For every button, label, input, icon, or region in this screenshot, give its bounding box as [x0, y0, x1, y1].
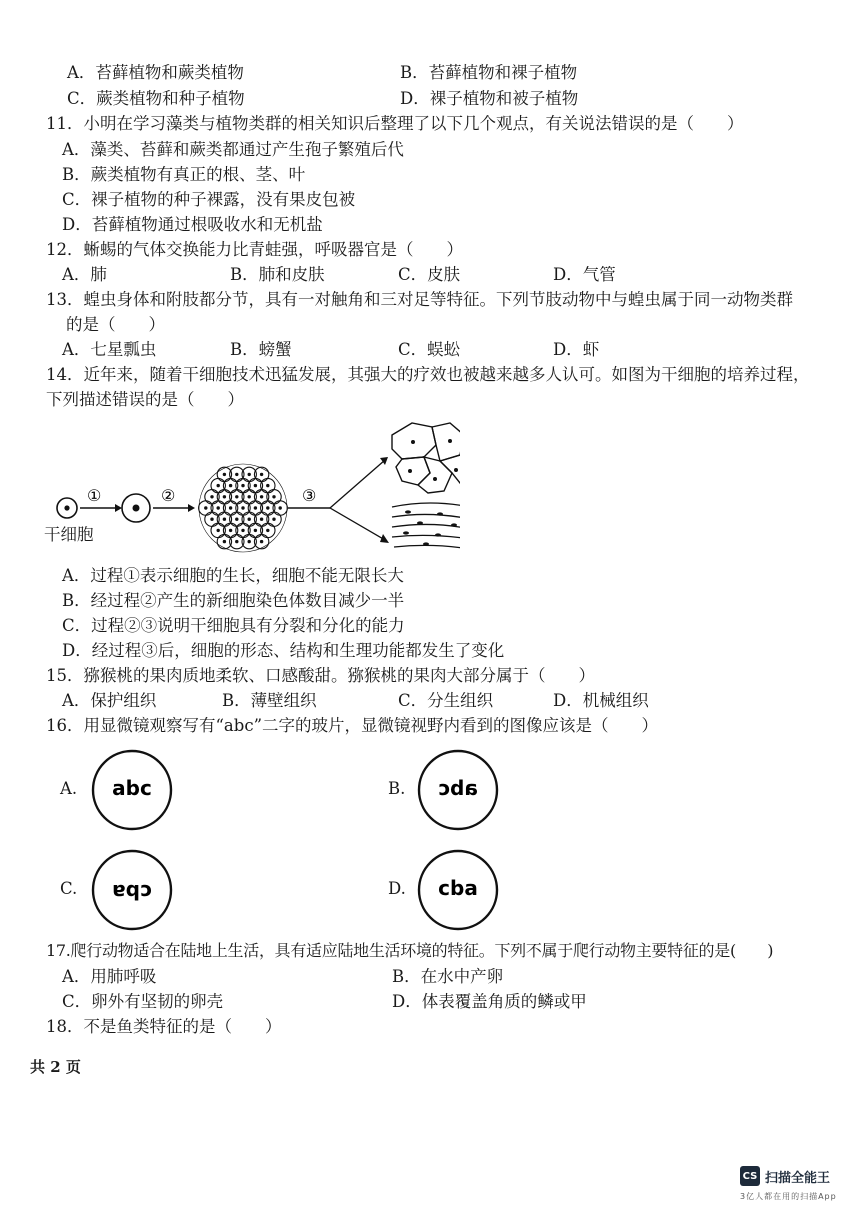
- stem-cell-label: 干细胞: [44, 525, 94, 544]
- stem-cell-diagram: [40, 415, 460, 565]
- q16-label-b: B.: [388, 779, 406, 798]
- q12-option-d: D．气管: [553, 265, 616, 284]
- q16-stem: 16．用显微镜观察写有“abc”二字的玻片，显微镜视野内看到的图像应该是（ ）: [46, 716, 659, 735]
- label-step1: ①: [87, 486, 102, 505]
- scanner-watermark: [740, 1166, 830, 1186]
- q10-option-a: A．苔藓植物和蕨类植物: [67, 63, 244, 82]
- cluster-cell-nucleus: [248, 473, 251, 476]
- cluster-cell-nucleus: [266, 484, 269, 487]
- q14-option-b: B．经过程②产生的新细胞染色体数目减少一半: [62, 591, 405, 610]
- q16-label-a: A.: [60, 779, 78, 798]
- scanner-logo: CS: [740, 1166, 760, 1186]
- cluster-cell-nucleus: [229, 484, 232, 487]
- cluster-cell-nucleus: [272, 495, 275, 498]
- scanner-tagline: 3亿人都在用的扫描App: [740, 1192, 837, 1201]
- cluster-cell-nucleus: [235, 495, 238, 498]
- q11-stem: 11．小明在学习藻类与植物类群的相关知识后整理了以下几个观点，有关说法错误的是（ ）: [46, 114, 744, 133]
- cluster-cell-nucleus: [254, 529, 257, 532]
- q14-stem-line2: 下列描述错误的是（ ）: [46, 390, 244, 409]
- q17-option-d: D．体表覆盖角质的鳞或甲: [392, 992, 587, 1011]
- q17-stem: 17.爬行动物适合在陆地上生活，具有适应陆地生活环境的特征。下列不属于爬行动物主要特征的是( ): [46, 941, 774, 960]
- q16-lens-d-text: cba: [438, 876, 478, 900]
- cluster-cell-nucleus: [254, 484, 257, 487]
- cluster-cell-nucleus: [217, 529, 220, 532]
- q16-label-c: C.: [60, 879, 78, 898]
- dividing-cell-cluster: [199, 464, 288, 552]
- cluster-cell-nucleus: [260, 518, 263, 521]
- q11-option-c: C．裸子植物的种子裸露，没有果皮包被: [62, 190, 356, 209]
- cluster-cell-nucleus: [223, 495, 226, 498]
- cluster-cell-nucleus: [260, 540, 263, 543]
- q15-option-b: B．薄壁组织: [222, 691, 317, 710]
- arrow-branch-up: [330, 460, 385, 508]
- q12-option-a: A．肺: [62, 265, 107, 284]
- q16-lens-c-text: cba: [112, 880, 152, 904]
- q10-option-d: D．裸子植物和被子植物: [400, 89, 579, 108]
- q18-stem: 18．不是鱼类特征的是（ ）: [46, 1017, 282, 1036]
- arrowhead-branch-down: [380, 534, 389, 543]
- cluster-cell-nucleus: [248, 540, 251, 543]
- q15-option-a: A．保护组织: [62, 691, 157, 710]
- cluster-cell-nucleus: [260, 473, 263, 476]
- grown-cell-nucleus: [133, 505, 140, 512]
- cluster-cell-nucleus: [260, 495, 263, 498]
- cluster-cell-nucleus: [235, 540, 238, 543]
- arrowhead-step1: [115, 504, 122, 512]
- label-step3: ③: [302, 486, 317, 505]
- page-count-footer: 共 2 页: [30, 1058, 81, 1076]
- q11-option-d: D．苔藓植物通过根吸收水和无机盐: [62, 215, 323, 234]
- q13-option-d: D．虾: [553, 340, 600, 359]
- cluster-cell-nucleus: [272, 518, 275, 521]
- q12-option-c: C．皮肤: [398, 265, 461, 284]
- initial-cell-nucleus: [64, 505, 69, 510]
- differentiated-elongated-cells: [392, 503, 460, 549]
- q14-option-c: C．过程②③说明干细胞具有分裂和分化的能力: [62, 616, 405, 635]
- q17-option-b: B．在水中产卵: [392, 967, 504, 986]
- q10-option-c: C．蕨类植物和种子植物: [67, 89, 245, 108]
- q13-option-a: A．七星瓢虫: [62, 340, 157, 359]
- cluster-cell-nucleus: [204, 506, 207, 509]
- q14-option-a: A．过程①表示细胞的生长，细胞不能无限长大: [62, 566, 404, 585]
- cluster-cell-nucleus: [248, 518, 251, 521]
- scanner-app-name: 扫描全能王: [765, 1170, 831, 1186]
- q12-option-b: B．肺和皮肤: [230, 265, 325, 284]
- q13-stem-line1: 13．蝗虫身体和附肢都分节，具有一对触角和三对足等特征。下列节肢动物中与蝗虫属于同一动物类群: [46, 290, 793, 309]
- q11-option-b: B．蕨类植物有真正的根、茎、叶: [62, 165, 306, 184]
- cluster-cell-nucleus: [223, 518, 226, 521]
- q12-stem: 12．蜥蜴的气体交换能力比青蛙强，呼吸器官是（ ）: [46, 240, 463, 259]
- cluster-cell-nucleus: [210, 518, 213, 521]
- cluster-cell-nucleus: [217, 484, 220, 487]
- cluster-cell-nucleus: [279, 506, 282, 509]
- q15-option-d: D．机械组织: [553, 691, 649, 710]
- q14-option-d: D．经过程③后，细胞的形态、结构和生理功能都发生了变化: [62, 641, 505, 660]
- q13-stem-line2: 的是（ ）: [66, 315, 165, 334]
- cluster-cell-nucleus: [241, 484, 244, 487]
- q14-stem-line1: 14．近年来，随着干细胞技术迅猛发展，其强大的疗效也被越来越多人认可。如图为干细胞的培养过程，: [46, 365, 810, 384]
- q15-stem: 15．猕猴桃的果肉质地柔软、口感酸甜。猕猴桃的果肉大部分属于（ ）: [46, 666, 595, 685]
- cluster-cell-nucleus: [235, 518, 238, 521]
- cluster-cell-nucleus: [254, 506, 257, 509]
- cluster-cell-nucleus: [223, 540, 226, 543]
- q11-option-a: A．藻类、苔藓和蕨类都通过产生孢子繁殖后代: [62, 140, 404, 159]
- q17-option-a: A．用肺呼吸: [62, 967, 157, 986]
- q15-option-c: C．分生组织: [398, 691, 494, 710]
- cluster-cell-nucleus: [248, 495, 251, 498]
- cluster-cell-nucleus: [229, 506, 232, 509]
- q16-label-d: D.: [388, 879, 406, 898]
- q16-lens-d: [416, 848, 500, 932]
- cluster-cell-nucleus: [223, 473, 226, 476]
- cluster-cell-nucleus: [241, 506, 244, 509]
- q16-lens-b-text: abc: [438, 776, 478, 800]
- label-step2: ②: [161, 486, 176, 505]
- q16-lens-a-text: abc: [112, 776, 152, 800]
- cluster-cell-nucleus: [217, 506, 220, 509]
- cluster-cell-nucleus: [266, 529, 269, 532]
- cluster-cell-nucleus: [235, 473, 238, 476]
- cluster-cell-nucleus: [210, 495, 213, 498]
- cluster-cell-nucleus: [229, 529, 232, 532]
- differentiated-irregular-cells: [392, 423, 460, 493]
- arrow-branch-down: [330, 508, 385, 540]
- cluster-cell-nucleus: [241, 529, 244, 532]
- q16-lens-c: [90, 848, 174, 932]
- stem-cell-process-svg: [40, 415, 460, 565]
- arrowhead-step2: [188, 504, 195, 512]
- q13-option-c: C．蜈蚣: [398, 340, 461, 359]
- q16-lens-a: [90, 748, 174, 832]
- q17-option-c: C．卵外有坚韧的卵壳: [62, 992, 224, 1011]
- q16-lens-b: [416, 748, 500, 832]
- cluster-cell-nucleus: [266, 506, 269, 509]
- q10-option-b: B．苔藓植物和裸子植物: [400, 63, 578, 82]
- q13-option-b: B．螃蟹: [230, 340, 292, 359]
